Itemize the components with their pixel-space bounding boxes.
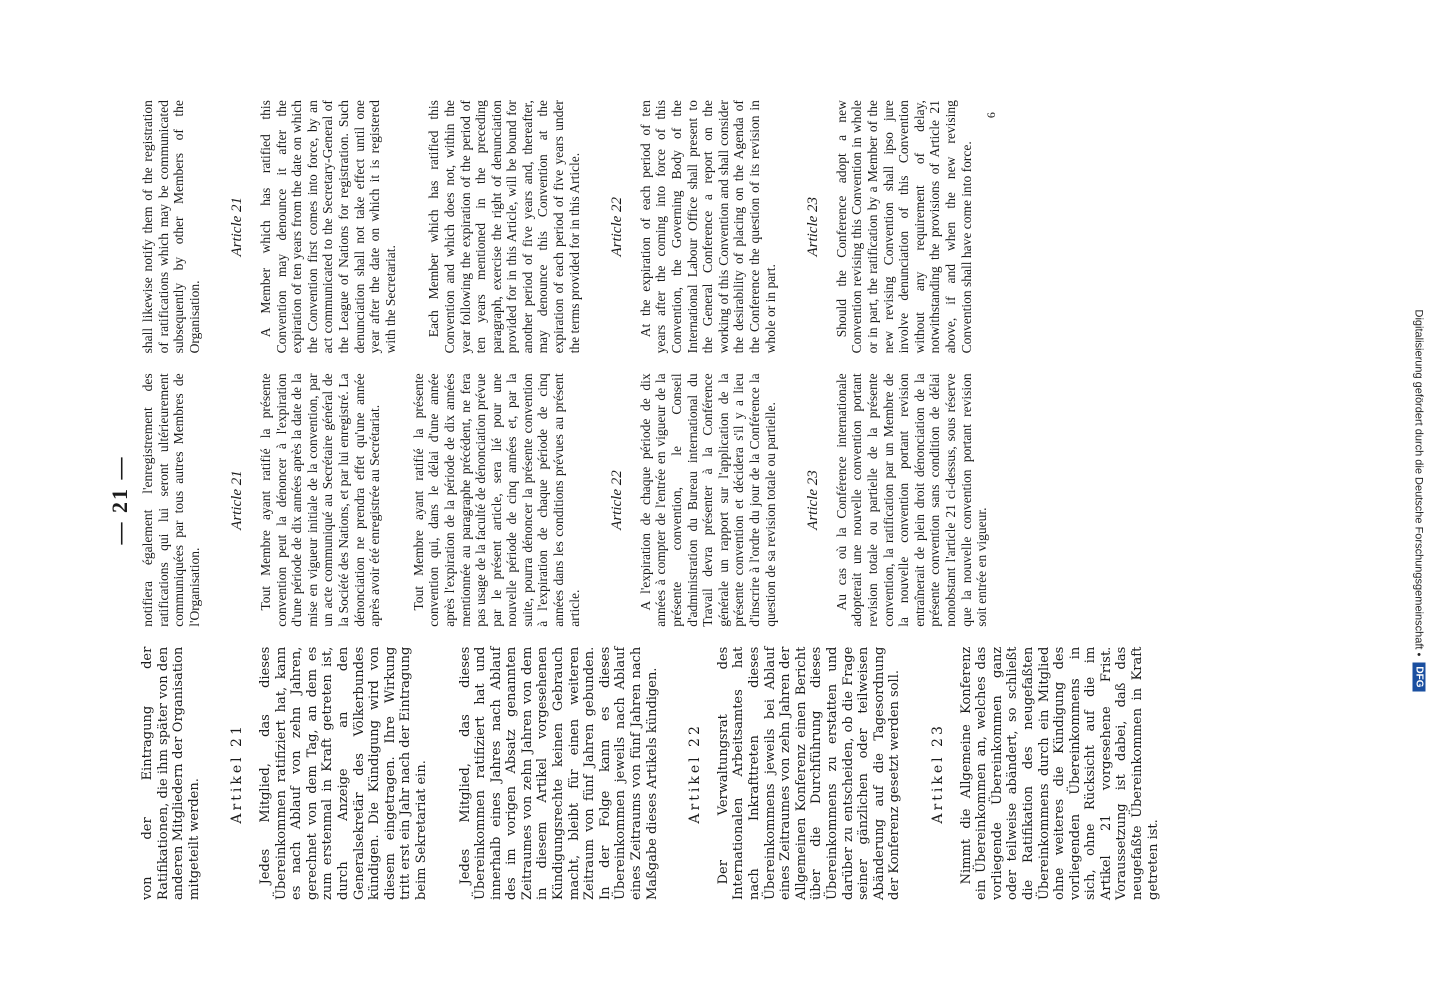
english-article-23: Should the Conference adopt a new Convention revising this Convention in whole or in part, the ratification by a Member of the new revising Convention shall ipso jure involve denunciation of this Convention without any requirement of delay, notwithstanding the provisions of Article 21 above, if and when the new revising Convention shall have come into force. [833, 100, 974, 354]
page-number: — 21 — [107, 455, 132, 545]
english-heading-21: Article 21 [229, 196, 246, 257]
german-intro: von der Eintragung der Ratifikationen, die ihm später von den anderen Mitgliedern der Organisation mitgeteilt werden. [140, 646, 202, 900]
german-heading-22: Artikel 22 [687, 723, 704, 824]
french-article-21-para-2: Tout Membre ayant ratifié la présente convention qui, dans le délai d'une année après l'expiration de la période de dix années mentionnée au paragraphe précédent, ne fera pas usage de la faculté de dénonciation prévue par le présent article, sera lié pour une nouvelle période de cinq années et, par la suite, pourra dénoncer la présente convention à l'expiration de chaque période de cinq années dans les conditions prévues au présent article. [410, 373, 582, 627]
footer-page-number: 6 [984, 112, 999, 119]
english-article-22: At the expiration of each period of ten years after the coming into force of this Convention, the Governing Body of the International Labour Office shall present to the General Conference a report on the working of this Convention and shall consider the desirability of placing on the Agenda of the Conference the question of its revision in whole or in part. [637, 100, 778, 354]
english-article-21-para-2: Each Member which has ratified this Convention and which does not, within the year following the expiration of the period of ten years mentioned in the preceding paragraph, exercise the right of denunciation provided for in this Article, will be bound for another period of five years and, thereafter, may denounce this Convention at the expiration of each period of five years under the terms provided for in this Article. [426, 100, 582, 354]
french-heading-23: Article 23 [805, 470, 822, 530]
english-article-21-para-1: A Member which has ratified this Convention may denounce it after the expiration of ten years from the date on which the Convention first comes into force, by an act communicated to the Secretary-General of the League of Nations for registration. Such denunciation shall not take effect until one year after the date on which it is registered with the Secretariat. [257, 100, 398, 354]
french-heading-22: Article 22 [609, 470, 626, 530]
french-column [140, 363, 1290, 636]
french-article-23: Au cas où la Conférence internationale adopterait une nouvelle convention portant revision totale ou partielle de la présente convention, la ratification par un Membre de la nouvelle convention portant revision entraînerait de plein droit dénonciation de la présente convention sans condition de délai nonobstant l'article 21 ci-dessus, sous réserve que la nouvelle convention portant revision soit entrée en vigueur. [833, 373, 990, 627]
french-article-22: A l'expiration de chaque période de dix années à compter de l'entrée en vigueur de la présente convention, le Conseil d'administration du Bureau international du Travail devra présenter à la Conférence générale un rapport sur l'application de la présente convention et décidera s'il y a lieu d'inscrire à l'ordre du jour de la Conférence la question de sa revision totale ou partielle. [637, 373, 778, 627]
english-heading-22: Article 22 [609, 196, 626, 257]
german-article-23: Nimmt die Allgemeine Konferenz ein Übereinkommen an, welches das vorliegende Übereinkommen ganz oder teilweise abändert, so schließt die Ratifikation des neugefaßten Übereinkommens durch ein Mitglied ohne weiteres die Kündigung des vorliegenden Übereinkommens in sich, ohne Rücksicht auf die im Artikel 21 vorgesehene Frist. Voraussetzung ist dabei, daß das neugefaßte Übereinkommen in Kraft getreten ist. [958, 646, 1161, 900]
dfg-logo: DFG [1413, 662, 1426, 691]
english-heading-23: Article 23 [805, 196, 822, 257]
german-heading-23: Artikel 23 [929, 723, 946, 824]
english-intro: shall likewise notify them of the registration of ratifications which may be communicated subsequently by other Members of the Organisation. [140, 100, 202, 354]
digitization-banner [1407, 0, 1431, 1000]
columns [140, 90, 1290, 910]
document-page [100, 90, 1330, 910]
french-article-21-para-1: Tout Membre ayant ratifié la présente convention peut la dénoncer à l'expiration d'une période de dix années après la date de la mise en vigueur initiale de la convention, par un acte communiqué au Secrétaire général de la Société des Nations, et par lui enregistré. La dénonciation ne prendra effet qu'une année après avoir été enregistrée au Secrétariat. [257, 373, 383, 627]
german-heading-21: Artikel 21 [229, 723, 246, 824]
german-article-22: Der Verwaltungsrat des Internationalen Arbeitsamtes hat nach Inkrafttreten dieses Übereinkommens jeweils bei Ablauf eines Zeitraumes von zehn Jahren der Allgemeinen Konferenz einen Bericht über die Durchführung dieses Übereinkommens zu erstatten und darüber zu entscheiden, ob die Frage seiner gänzlichen oder teilweisen Abänderung auf die Tagesordnung der Konferenz gesetzt werden soll. [715, 646, 903, 900]
german-column [140, 637, 1290, 910]
banner-text: Digitalisierung gefördert durch die Deutsche Forschungsgemeinschaft • [1413, 309, 1426, 656]
french-intro: notifiera également l'enregistrement des ratifications qui lui seront ultérieurement communiquées par tous autres Membres de l'Organisation. [140, 373, 202, 627]
french-heading-21: Article 21 [229, 470, 246, 530]
german-article-21-para-2: Jedes Mitglied, das dieses Übereinkommen ratifiziert hat und innerhalb eines Jahres nach Ablauf des im vorigen Absatz genannten Zeitraumes von zehn Jahren von dem in diesem Artikel vorgesehenen Kündigungsrechte keinen Gebrauch macht, bleibt für einen weiteren Zeitraum von fünf Jahren gebunden. In der Folge kann es dieses Übereinkommen jeweils nach Ablauf eines Zeitraums von fünf Jahren nach Maßgabe dieses Artikels kündigen. [457, 646, 660, 900]
german-article-21-para-1: Jedes Mitglied, das dieses Übereinkommen ratifiziert hat, kann es nach Ablauf von zehn Jahren, gerechnet von dem Tag, an dem es zum erstenmal in Kraft getreten ist, durch Anzeige an den Generalsekretär des Völkerbundes kündigen. Die Kündigung wird von diesem eingetragen. Ihre Wirkung tritt erst ein Jahr nach der Eintragung beim Sekretariat ein. [257, 646, 429, 900]
english-column [140, 90, 1290, 363]
